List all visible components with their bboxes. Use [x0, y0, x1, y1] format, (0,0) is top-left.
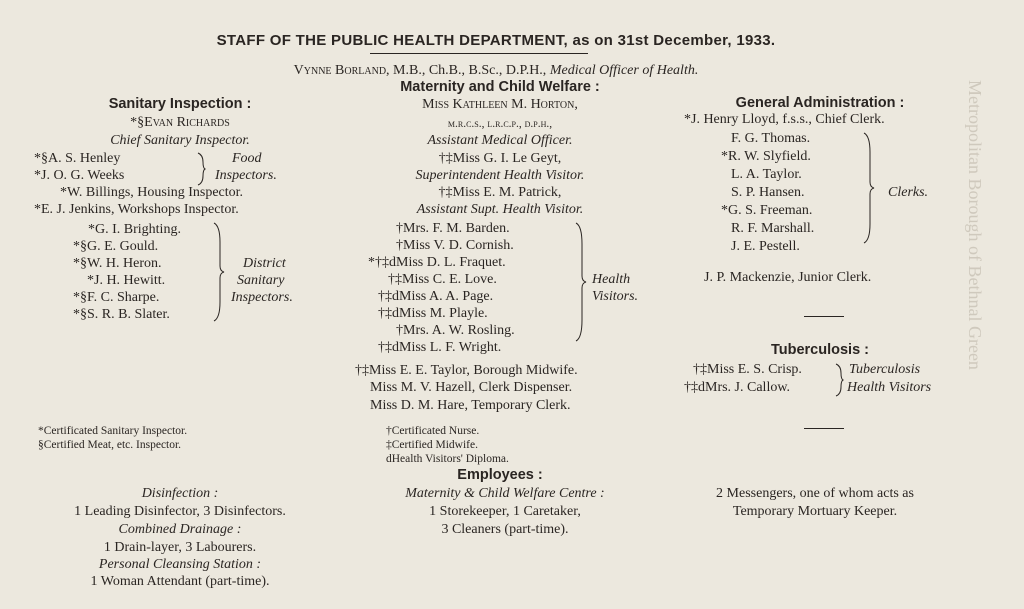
food-inspector: *J. O. G. Weeks [34, 168, 125, 183]
district-label: Sanitary [237, 273, 285, 288]
section-rule [804, 316, 844, 317]
amo-name: Miss Kathleen M. Horton, [422, 97, 578, 112]
district-inspector: *G. I. Brighting. [88, 222, 181, 237]
messengers: 2 Messengers, one of whom acts as [716, 486, 914, 501]
asst-supt-name: †‡Miss E. M. Patrick, [438, 185, 562, 200]
district-inspector: *§S. R. B. Slater. [73, 307, 170, 322]
clerk: *G. S. Freeman. [721, 203, 813, 218]
food-label: Food [232, 151, 262, 166]
health-visitors-brace [574, 222, 588, 342]
moh-role: Medical Officer of Health. [549, 63, 699, 78]
drainage-heading: Combined Drainage : [118, 522, 242, 537]
chief-inspector-role: Chief Sanitary Inspector. [110, 133, 250, 148]
borough-midwife: †‡Miss E. E. Taylor, Borough Midwife. [355, 363, 578, 378]
sanitary-heading: Sanitary Inspection : [108, 96, 252, 112]
tb-visitor: †‡dMrs. J. Callow. [684, 380, 791, 395]
chief-clerk: *J. Henry Lloyd, f.s.s., Chief Clerk. [684, 112, 885, 127]
tb-brace [834, 363, 844, 397]
general-heading: General Administration : [735, 95, 905, 111]
health-visitor: †Miss V. D. Cornish. [396, 238, 514, 253]
district-inspector: *§G. E. Gould. [73, 239, 159, 254]
clerk-dispenser: Miss M. V. Hazell, Clerk Dispenser. [370, 380, 573, 395]
health-visitor: †Mrs. F. M. Barden. [396, 221, 510, 236]
health-visitor: †‡dMiss M. Playle. [378, 306, 488, 321]
clerks-label: Clerks. [888, 185, 929, 200]
health-visitor: †Mrs. A. W. Rosling. [396, 323, 515, 338]
housing-inspector: *W. Billings, Housing Inspector. [60, 185, 244, 200]
temporary-clerk: Miss D. M. Hare, Temporary Clerk. [370, 398, 571, 413]
junior-clerk: J. P. Mackenzie, Junior Clerk. [704, 270, 872, 285]
clerk: R. F. Marshall. [731, 221, 815, 236]
footnote-certificated: *Certificated Sanitary Inspector. [38, 425, 188, 437]
supt-name: †‡Miss G. I. Le Geyt, [438, 151, 562, 166]
footnote-nurse: †Certificated Nurse. [386, 425, 480, 437]
mcw-centre-heading: Maternity & Child Welfare Centre : [405, 486, 605, 501]
district-label: District [243, 256, 286, 271]
drainage-staff: 1 Drain-layer, 3 Labourers. [103, 540, 257, 555]
moh-name: Vynne Borland [293, 63, 387, 78]
footnote-meat: §Certified Meat, etc. Inspector. [38, 439, 182, 451]
district-inspector: *§W. H. Heron. [73, 256, 162, 271]
section-rule [804, 428, 844, 429]
tb-visitor: †‡Miss E. S. Crisp. [693, 362, 802, 377]
footnote-diploma: dHealth Visitors' Diploma. [386, 453, 509, 465]
mortuary-keeper: Temporary Mortuary Keeper. [732, 504, 898, 519]
employees-heading: Employees : [457, 467, 543, 483]
cleansing-staff: 1 Woman Attendant (part-time). [90, 574, 270, 589]
workshops-inspector: *E. J. Jenkins, Workshops Inspector. [34, 202, 239, 217]
health-visitor: †‡Miss C. E. Love. [388, 272, 497, 287]
tb-label: Health Visitors [847, 380, 932, 395]
page-title: STAFF OF THE PUBLIC HEALTH DEPARTMENT, as on 31st December, 1933. [216, 32, 776, 49]
food-brace [196, 152, 206, 186]
disinfection-heading: Disinfection : [141, 486, 219, 501]
health-visitors-label: Visitors. [592, 289, 639, 304]
moh-quals: , M.B., Ch.B., B.Sc., D.P.H., [386, 63, 550, 78]
amo-role: Assistant Medical Officer. [427, 133, 573, 148]
health-visitor: †‡dMiss L. F. Wright. [378, 340, 502, 355]
clerk: *R. W. Slyfield. [721, 149, 811, 164]
disinfection-staff: 1 Leading Disinfector, 3 Disinfectors. [74, 504, 286, 519]
food-label: Inspectors. [215, 168, 277, 183]
tb-label: Tuberculosis [849, 362, 921, 377]
title-rule [370, 53, 588, 54]
health-visitor: †‡dMiss A. A. Page. [378, 289, 494, 304]
chief-inspector-name: *§Evan Richards [130, 115, 230, 130]
mcw-centre-staff: 3 Cleaners (part-time). [441, 522, 569, 537]
clerk: F. G. Thomas. [731, 131, 811, 146]
amo-quals: m.r.c.s., l.r.c.p., d.p.h., [447, 118, 553, 130]
clerk: S. P. Hansen. [731, 185, 805, 200]
health-visitors-label: Health [592, 272, 631, 287]
district-label: Inspectors. [231, 290, 293, 305]
footnote-midwife: ‡Certified Midwife. [386, 439, 478, 451]
tuberculosis-heading: Tuberculosis : [770, 342, 870, 358]
district-brace [212, 222, 226, 322]
supt-role: Superintendent Health Visitor. [415, 168, 585, 183]
district-inspector: *§F. C. Sharpe. [73, 290, 160, 305]
health-visitor: *†‡dMiss D. L. Fraquet. [368, 255, 506, 270]
mcw-centre-staff: 1 Storekeeper, 1 Caretaker, [429, 504, 581, 519]
clerk: J. E. Pestell. [731, 239, 800, 254]
food-inspector: *§A. S. Henley [34, 151, 121, 166]
clerks-brace [862, 132, 876, 244]
asst-supt-role: Assistant Supt. Health Visitor. [416, 202, 584, 217]
district-inspector: *J. H. Hewitt. [87, 273, 166, 288]
cleansing-heading: Personal Cleansing Station : [98, 557, 262, 572]
maternity-heading: Maternity and Child Welfare : [400, 79, 600, 95]
clerk: L. A. Taylor. [731, 167, 802, 182]
